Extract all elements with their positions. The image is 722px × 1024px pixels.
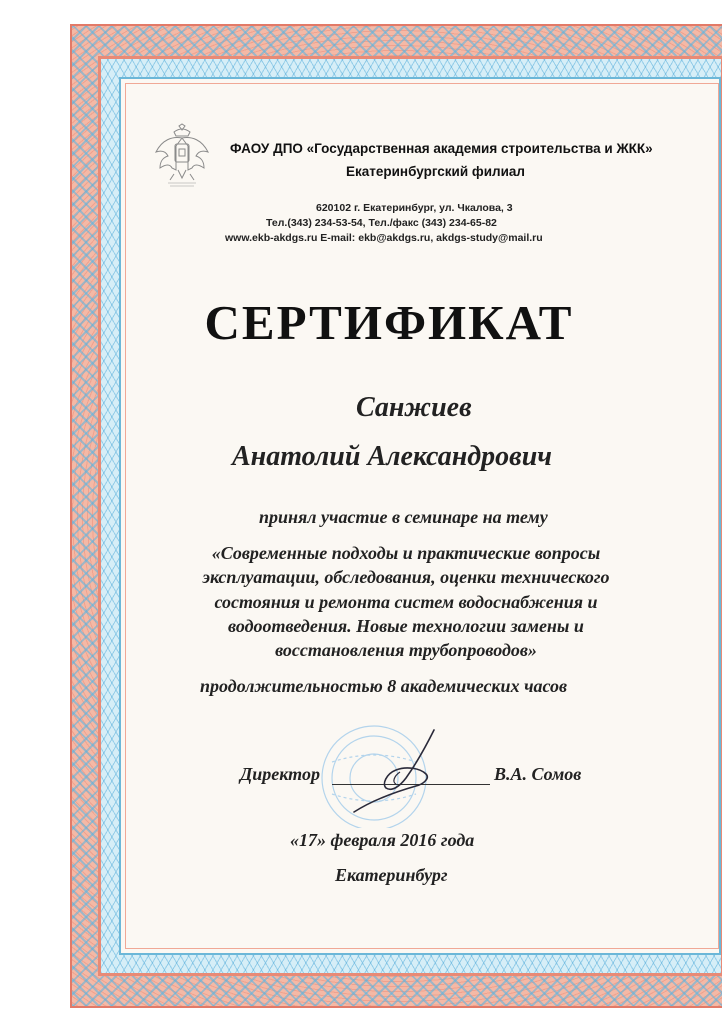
- director-signature: [336, 726, 466, 816]
- organization-name: ФАОУ ДПО «Государственная академия строительства и ЖКК»: [230, 141, 653, 156]
- coat-of-arms-emblem: [152, 122, 212, 190]
- participation-statement: принял участие в семинаре на тему: [259, 507, 548, 527]
- issue-date: «17» февраля 2016 года: [290, 830, 475, 850]
- director-label: Директор: [240, 764, 320, 784]
- topic-line: состояния и ремонта систем водоснабжения и: [214, 591, 598, 612]
- seminar-topic: [176, 541, 636, 662]
- director-name: В.А. Сомов: [494, 764, 582, 784]
- recipient-given-names: Анатолий Александрович: [232, 441, 552, 472]
- topic-line: восстановления трубопроводов»: [275, 640, 537, 661]
- recipient-surname: Санжиев: [356, 392, 472, 423]
- topic-line: водоотведения. Новые технологии замены и: [228, 615, 584, 636]
- organization-address: 620102 г. Екатеринбург, ул. Чкалова, 3: [316, 202, 513, 214]
- organization-phones: Тел.(343) 234-53-54, Тел./факс (343) 234-65-82: [266, 217, 497, 229]
- topic-line: эксплуатации, обследования, оценки технического: [202, 567, 610, 588]
- organization-web-email: www.ekb-akdgs.ru E-mail: ekb@akdgs.ru, akdgs-study@mail.ru: [225, 232, 543, 244]
- issue-city: Екатеринбург: [335, 865, 448, 885]
- seminar-duration: продолжительностью 8 академических часов: [200, 676, 568, 696]
- certificate-title: СЕРТИФИКАТ: [204, 295, 574, 350]
- topic-line: «Современные подходы и практические вопросы: [211, 543, 601, 563]
- organization-branch: Екатеринбургский филиал: [346, 164, 525, 179]
